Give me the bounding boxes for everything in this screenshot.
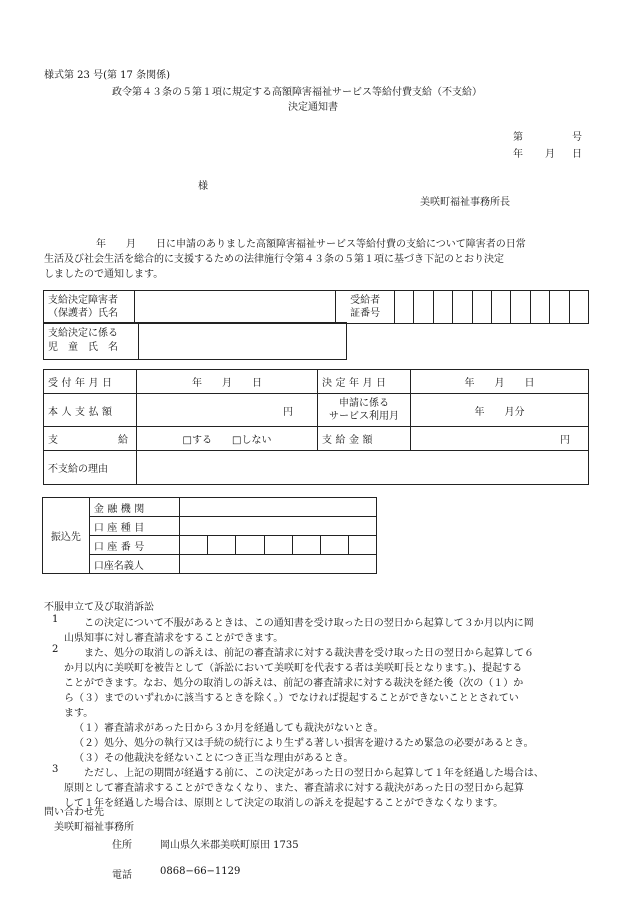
appeal-p1-line2: 山県知事に対し審査請求をすることができます。 (64, 633, 284, 644)
payment-amount-label: 支給金額 (318, 427, 411, 451)
recipient-name-field[interactable] (135, 291, 336, 324)
cert-digit-4[interactable] (453, 291, 472, 324)
transfer-label: 振込先 (43, 498, 90, 574)
recipient-name-label: 支給決定障害者 （保護者）氏名 (44, 291, 135, 324)
cert-digit-6[interactable] (491, 291, 510, 324)
account-type-label: 口座種目 (89, 517, 180, 536)
date-year: 年 (513, 149, 523, 160)
cert-digit-2[interactable] (414, 291, 433, 324)
contact-address: 岡山県久米郡美咲町原田 1735 (160, 840, 299, 851)
appeal-p3-line2: 原則として審査請求することができなくなり、また、審査請求に対する裁決があった日の翌日から起算 (64, 783, 524, 794)
account-digit-3[interactable] (236, 536, 264, 555)
body-line-2: 生活及び社会生活を総合的に支援するための法律施行令第４３条の５第１項に基づき下記のとおり決定 (44, 254, 504, 265)
child-name-field[interactable] (139, 323, 347, 360)
appeal-p2-line5: ます。 (64, 708, 94, 719)
account-holder-label: 口座名義人 (89, 555, 180, 574)
contact-heading: 問い合わせ先 (44, 807, 104, 818)
cert-digit-3[interactable] (433, 291, 452, 324)
document-title-sub: 決定通知書 (288, 102, 338, 113)
appeal-sub-3: （３）その他裁決を経ないことにつき正当な理由があるとき。 (74, 753, 354, 764)
appeal-p2-line1: また、処分の取消しの訴えは、前記の審査請求に対する裁決書を受け取った日の翌日から起算して６ (84, 648, 534, 659)
self-payment-label: 本人支払額 (44, 394, 137, 427)
cert-number-label: 受給者 証番号 (336, 291, 395, 324)
document-title: 政令第４３条の５第１項に規定する高額障害福祉サービス等給付費支給（不支給） (112, 87, 482, 98)
appeal-p3-line3: して１年を経過した場合は、原則として決定の取消しの訴えを提起することができなくなります。 (64, 798, 504, 809)
child-table (43, 322, 347, 360)
appeal-number-1: 1 (52, 614, 59, 625)
appeal-number-3: 3 (52, 764, 59, 775)
appeal-p3-line1: ただし、上記の期間が経過する前に、この決定があった日の翌日から起算して１年を経過した場合は、 (84, 768, 544, 779)
doc-number-prefix: 第 (513, 132, 523, 143)
issuer: 美咲町福祉事務所長 (420, 197, 510, 208)
bank-field[interactable] (180, 498, 377, 517)
decision-table (43, 369, 589, 485)
recipient-suffix: 様 (198, 181, 208, 192)
reason-label: 不支給の理由 (44, 451, 137, 485)
contact-office: 美咲町福祉事務所 (54, 822, 134, 833)
appeal-number-2: 2 (52, 644, 59, 655)
appeal-p1-line1: この決定について不服があるときは、この通知書を受け取った日の翌日から起算して３か月以内に岡 (84, 618, 534, 629)
date-day: 日 (572, 149, 582, 160)
service-month-label: 申請に係る サービス利用月 (318, 394, 411, 427)
decision-date-label: 決定年月日 (318, 370, 411, 394)
received-date-label: 受付年月日 (44, 370, 137, 394)
received-date-field[interactable]: 年 月 日 (137, 370, 318, 394)
cert-digit-7[interactable] (511, 291, 530, 324)
cert-digit-8[interactable] (530, 291, 549, 324)
reason-field[interactable] (137, 451, 589, 485)
self-payment-field[interactable]: 円 (137, 394, 318, 427)
payment-label: 支 給 (44, 427, 137, 451)
appeal-sub-1: （１）審査請求があった日から３か月を経過しても裁決がないとき。 (74, 723, 384, 734)
appeal-sub-2: （２）処分、処分の執行又は手続の続行により生ずる著しい損害を避けるため緊急の必要があるとき。 (74, 738, 534, 749)
contact-address-label: 住所 (112, 840, 132, 851)
doc-number-suffix: 号 (572, 132, 582, 143)
account-digit-4[interactable] (264, 536, 292, 555)
appeal-p2-line2: か月以内に美咲町を被告として（訴訟において美咲町を代表する者は美咲町長となります。)、提起する (64, 663, 523, 674)
payment-options[interactable]: □する □しない (137, 427, 318, 451)
account-digit-1[interactable] (180, 536, 208, 555)
cert-digit-10[interactable] (569, 291, 588, 324)
date-month: 月 (545, 149, 555, 160)
cert-digit-5[interactable] (472, 291, 491, 324)
cert-digit-1[interactable] (395, 291, 414, 324)
service-month-field[interactable]: 年 月分 (411, 394, 589, 427)
body-line-3: しましたので通知します。 (44, 269, 164, 280)
account-digit-5[interactable] (292, 536, 320, 555)
account-type-field[interactable] (180, 517, 377, 536)
payment-amount-field[interactable]: 円 (411, 427, 589, 451)
appeal-p2-line4: ら（３）までのいずれかに該当するときを除く。）でなければ提起することができないこととされてい (64, 693, 519, 704)
cert-digit-9[interactable] (550, 291, 569, 324)
form-number: 様式第 23 号(第 17 条関係) (44, 70, 170, 81)
contact-phone: 0868−66−1129 (160, 866, 241, 877)
recipient-table (43, 290, 589, 324)
appeal-heading: 不服申立て及び取消訴訟 (44, 602, 154, 613)
contact-phone-label: 電話 (112, 870, 132, 881)
appeal-p2-line3: ことができます。なお、処分の取消しの訴えは、前記の審査請求に対する裁決を経た後（次の（１）か (64, 678, 524, 689)
account-digit-2[interactable] (208, 536, 236, 555)
decision-date-field[interactable]: 年 月 日 (411, 370, 589, 394)
bank-label: 金融機関 (89, 498, 180, 517)
transfer-table (42, 497, 377, 574)
account-digit-7[interactable] (348, 536, 376, 555)
account-digit-6[interactable] (320, 536, 348, 555)
body-line-1: 年 月 日に申請のありました高額障害福祉サービス等給付費の支給について障害者の日常 (96, 239, 526, 250)
account-number-label: 口座番号 (89, 536, 180, 555)
child-name-label: 支給決定に係る 児 童 氏 名 (44, 323, 139, 360)
account-holder-field[interactable] (180, 555, 377, 574)
